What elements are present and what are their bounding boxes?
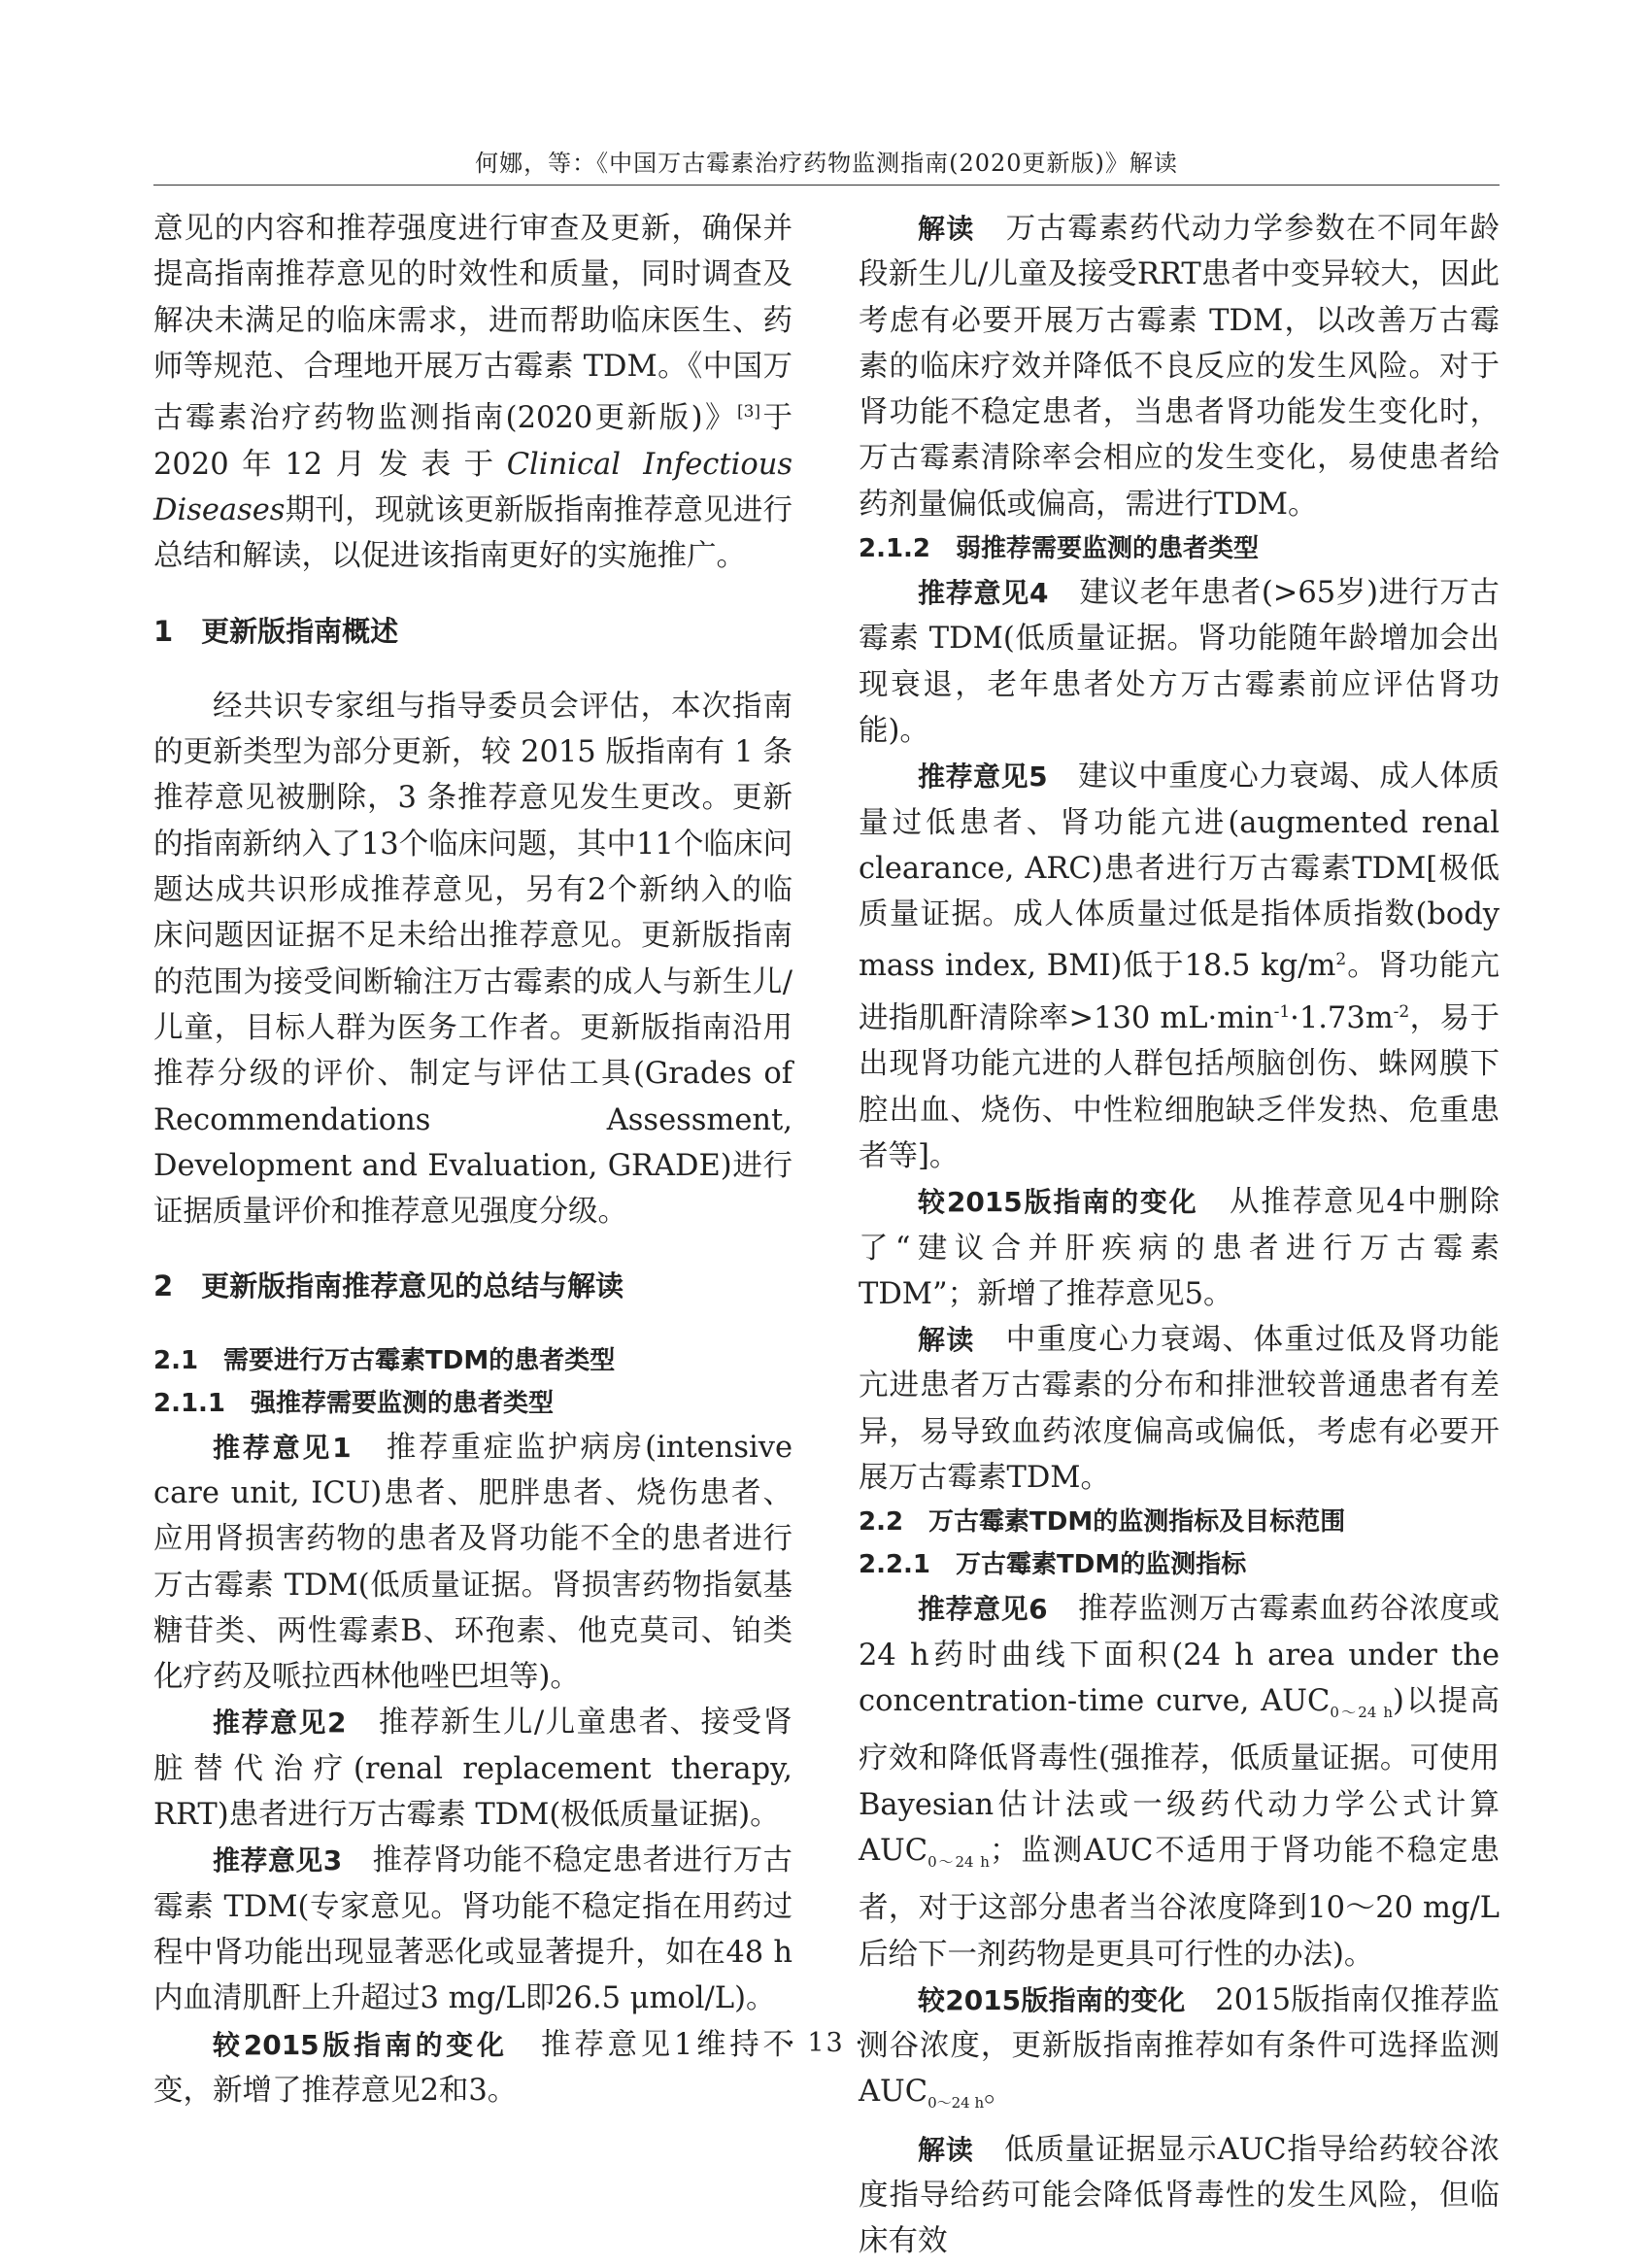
recommendation-1: 推荐意见1 推荐重症监护病房(intensive care unit, ICU)患者、肥胖患者、烧伤患者、应用肾损害药物的患者及肾功能不全的患者进行万古霉素 TDM(低质量证据。肾损害药物指氨基糖苷类、两性霉素B、环孢素、他克莫司、铂类化疗药及哌拉西林他唑巴坦等)。: [153, 1430, 793, 1695]
running-header: 何娜，等：《中国万古霉素治疗药物监测指南(2020更新版)》解读: [475, 150, 1178, 177]
section-2-1-heading: 2.1 需要进行万古霉素TDM的患者类型: [153, 1345, 616, 1375]
section-2-2-heading: 2.2 万古霉素TDM的监测指标及目标范围: [859, 1507, 1346, 1538]
left-column: [153, 206, 792, 2113]
section-2-2-1-heading: 2.2.1 万古霉素TDM的监测指标: [859, 1550, 1247, 1580]
interpretation-1: 解读 万古霉素药代动力学参数在不同年龄段新生儿/儿童及接受RRT患者中变异较大，因此考虑有必要开展万古霉素 TDM，以改善万古霉素的临床疗效并降低不良反应的发生风险。对于肾功能不稳定患者，当患者肾功能发生变化时，万古霉素清除率会相应的发生变化，易使患者给药剂量偏低或偏高，需进行TDM。: [859, 212, 1500, 522]
change-note-1: 较2015版指南的变化 推荐意见1维持不变，新增了推荐意见2和3。: [153, 2027, 793, 2108]
recommendation-5: 推荐意见5 建议中重度心力衰竭、成人体质量过低患者、肾功能亢进(augmented renal clearance, ARC)患者进行万古霉素TDM[极低质量证据。成人体质量过低是指体质指数(body mass index, BMI)低于18.5 $kg/m^2$。肾功能亢进指肌酐清除率>130 $mL\cdot\min^{-1}\cdot 1.73m^{-2}$，易于出现肾功能亢进的人群包括颅脑创伤、蛛网膜下腔出血、烧伤、中性粒细胞缺乏伴发热、危重患者等]。: [859, 760, 1500, 1173]
section-1-body: 经共识专家组与指导委员会评估，本次指南的更新类型为部分更新，较 2015 版指南有 1 条推荐意见被删除，3 条推荐意见发生更改。更新的指南新纳入了13个临床问题，其中11个临床问题达成共识形成推荐意见，另有2个新纳入的临床问题因证据不足未给出推荐意见。更新版指南的范围为接受间断输注万古霉素的成人与新生儿/儿童，目标人群为医务工作者。更新版指南沿用推荐分级的评价、制定与评估工具(Grades of Recommendations Assessment, Development and Evaluation, GRADE)进行证据质量评价和推荐意见强度分级。: [153, 689, 792, 1230]
section-1-heading: 1 更新版指南概述: [153, 614, 399, 648]
header-divider: [153, 185, 1500, 186]
journal-name: Clinical Infectious Diseases: [153, 447, 792, 527]
section-2-1-1-heading: 2.1.1 强推荐需要监测的患者类型: [153, 1388, 555, 1418]
section-2-heading: 2 更新版指南推荐意见的总结与解读: [153, 1269, 624, 1303]
change-note-3: 较2015版指南的变化 2015版指南仅推荐监测谷浓度，更新版指南推荐如有条件可选择监测$AUC_{0\sim 24 h}$。: [859, 1982, 1500, 2113]
change-note-2: 较2015版指南的变化 从推荐意见4中删除了“建议合并肝疾病的患者进行万古霉素 TDM”；新增了推荐意见5。: [859, 1185, 1500, 1311]
recommendation-3: 推荐意见3 推荐肾功能不稳定患者进行万古霉素 TDM(专家意见。肾功能不稳定指在用药过程中肾功能出现显著恶化或显著提升，如在48 h内血清肌酐上升超过3 mg/L即26.5 μmol/L)。: [153, 1843, 792, 2016]
recommendation-4: 推荐意见4 建议老年患者(>65岁)进行万古霉素 TDM(低质量证据。肾功能随年龄增加会出现衰退，老年患者处方万古霉素前应评估肾功能)。: [859, 576, 1500, 748]
right-column: [859, 206, 1500, 2265]
recommendation-2: 推荐意见2 推荐新生儿/儿童患者、接受肾脏替代治疗(renal replacement therapy, RRT)患者进行万古霉素 TDM(极低质量证据)。: [153, 1706, 793, 1833]
intro-paragraph: 意见的内容和推荐强度进行审查及更新，确保并提高指南推荐意见的时效性和质量，同时调查及解决未满足的临床需求，进而帮助临床医生、药师等规范、合理地开展万古霉素 TDM。《中国万古霉素治疗药物监测指南(2020更新版)》[3]于2020年12月发表于Clinical Infectious Diseases期刊，现就该更新版指南推荐意见进行总结和解读，以促进该指南更好的实施推广。: [153, 212, 793, 574]
interpretation-3: 解读 低质量证据显示AUC指导给药较谷浓度指导给药可能会降低肾毒性的发生风险，但临床有效: [859, 2132, 1500, 2259]
interpretation-2: 解读 中重度心力衰竭、体重过低及肾功能亢进患者万古霉素的分布和排泄较普通患者有差异，易导致血药浓度偏高或偏低，考虑有必要开展万古霉素TDM。: [859, 1323, 1500, 1496]
recommendation-6: 推荐意见6 推荐监测万古霉素血药谷浓度或24 h药时曲线下面积(24 h area under the concentration-time curve, $AUC_{0\sim 24 h}$)以提高疗效和降低肾毒性(强推荐，低质量证据。可使用Bayesian估计法或一级药代动力学公式计算$AUC_{0\sim 24 h}$；监测AUC不适用于肾功能不稳定患者，对于这部分患者当谷浓度降到10～20 mg/L后给下一剂药物是更具可行性的办法)。: [859, 1592, 1500, 1972]
page-number: · 13 ·: [787, 2028, 865, 2058]
section-2-1-2-heading: 2.1.2 弱推荐需要监测的患者类型: [859, 534, 1260, 564]
citation-ref: [3]: [736, 402, 761, 423]
